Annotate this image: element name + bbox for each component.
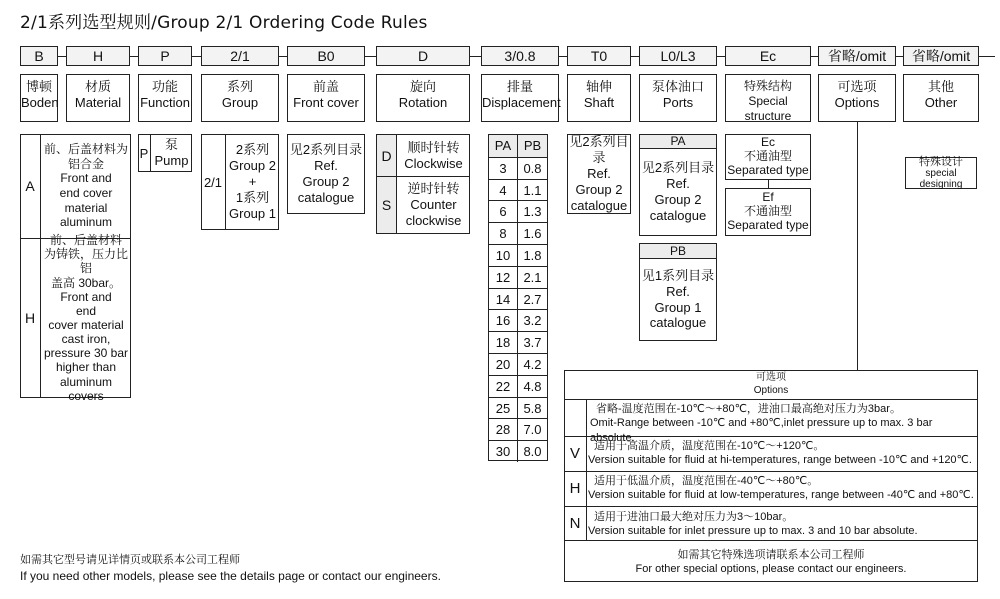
label-group: 系列 Group (201, 74, 279, 122)
rotation-tag-s: S (377, 177, 396, 233)
displacement-pa-value: 25 (489, 398, 518, 419)
code-ports: L0/L3 (639, 46, 717, 66)
material-tag-a: A (25, 178, 35, 194)
displacement-header-pb: PB (518, 135, 547, 157)
displacement-pb-value: 3.2 (523, 313, 542, 329)
special-ec-desc: Ec 不通油型 Separated type (727, 135, 809, 177)
page-title: 2/1系列选型规则/Group 2/1 Ordering Code Rules (20, 13, 428, 33)
group-desc: 2系列 Group 2 + 1系列 Group 1 (229, 142, 276, 221)
displacement-header-row (489, 135, 547, 157)
label-rotation: 旋向 Rotation (376, 74, 470, 122)
function-tag: P (139, 145, 149, 161)
label-shaft: 轴伸 Shaft (567, 74, 631, 122)
code-group: 2/1 (201, 46, 279, 66)
code-rotation: D (376, 46, 470, 66)
code-front-cover: B0 (287, 46, 365, 66)
displacement-row (489, 309, 547, 331)
displacement-pa-value: 4 (489, 180, 518, 201)
displacement-pa-value: 6 (489, 201, 518, 222)
ports-pb-desc: 见1系列目录 Ref. Group 1 catalogue (641, 267, 715, 331)
label-ports: 泵体油口 Ports (639, 74, 717, 122)
code-material: H (66, 46, 130, 66)
function-desc: 泵 Pump (154, 137, 189, 168)
displacement-header-pa: PA (489, 135, 518, 157)
option-tag-omit (564, 399, 586, 436)
front-cover-desc: 见2系列目录 Ref. Group 2 catalogue (287, 134, 365, 214)
other-desc: 特殊设计 special designing (905, 157, 977, 189)
label-displacement: 排量 Displacement (481, 74, 559, 122)
displacement-row (489, 418, 547, 440)
displacement-pa-value: 30 (489, 441, 518, 462)
displacement-row (489, 375, 547, 397)
footer-cn: 如需其它型号请见详情页或联系本公司工程师 (20, 554, 240, 566)
displacement-row (489, 266, 547, 288)
options-connector (857, 122, 858, 370)
options-footnote: 如需其它特殊选项请联系本公司工程师 For other special options, please contact our engineers. (635, 549, 907, 576)
material-tag-h: H (24, 310, 36, 326)
displacement-table (488, 134, 548, 461)
displacement-pb-value: 1.3 (523, 204, 542, 220)
code-shaft: T0 (567, 46, 631, 66)
displacement-pa-value: 10 (489, 245, 518, 266)
ports-tag-pa: PA (640, 135, 716, 148)
displacement-pb-value: 1.8 (523, 248, 542, 263)
displacement-row (489, 397, 547, 419)
displacement-pa-value: 16 (489, 310, 518, 331)
displacement-pb-value: 5.8 (523, 400, 542, 416)
material-h-desc: 前、后盖材料 为铸铁，压力比铝 盖高 30bar。 Front and end cover material cast iron, pressure 30 bar higher than aluminum covers (43, 233, 129, 403)
label-options: 可选项 Options (818, 74, 896, 122)
footer-en: If you need other models, please see the details page or contact our engineers. (20, 569, 441, 583)
label-material: 材质 Material (66, 74, 130, 122)
rotation-s-desc: 逆时针转 Counter clockwise (405, 181, 462, 228)
code-special: Ec (725, 46, 811, 66)
displacement-pa-value: 3 (489, 158, 518, 179)
displacement-pa-value: 12 (489, 267, 518, 288)
displacement-pa-value: 18 (489, 332, 518, 353)
special-ef-desc: Ef 不通油型 Separated type (727, 190, 809, 232)
displacement-pb-value: 4.2 (523, 357, 542, 372)
displacement-pb-value: 0.8 (523, 160, 542, 176)
displacement-row (489, 440, 547, 462)
ports-tag-pb: PB (640, 244, 716, 258)
label-other: 其他 Other (903, 74, 979, 122)
displacement-row (489, 157, 547, 179)
displacement-pa-value: 28 (489, 419, 518, 440)
displacement-row (489, 244, 547, 266)
displacement-pb-value: 2.1 (523, 269, 542, 285)
displacement-row (489, 222, 547, 244)
label-brand: 博顿 Boden (20, 74, 58, 122)
displacement-pa-value: 14 (489, 289, 518, 310)
displacement-pb-value: 2.7 (523, 291, 542, 307)
label-function: 功能 Function (138, 74, 192, 122)
material-a-desc: 前、后盖材料为铝合金 Front and end cover material aluminum (43, 142, 128, 230)
displacement-pa-value: 20 (489, 354, 518, 375)
displacement-pb-value: 4.8 (523, 378, 542, 394)
displacement-row (489, 331, 547, 353)
option-tag-v: V (569, 445, 580, 462)
ports-pa-desc: 见2系列目录 Ref. Group 2 catalogue (641, 160, 715, 223)
code-other: 省略/omit (903, 46, 979, 66)
label-special: 特殊结构 Special structure (725, 74, 811, 122)
displacement-pb-value: 1.1 (523, 182, 542, 198)
rotation-d-desc: 顺时针转 Clockwise (404, 139, 463, 171)
option-tag-h: H (569, 480, 581, 497)
option-omit: 省略-温度范围在-10℃～+80℃，进油口最高绝对压力为3bar。 Omit-Range between -10℃ and +80℃,inlet pressure up to max. 3 bar absolute. (590, 403, 933, 444)
option-tag-n: N (569, 514, 581, 532)
code-options: 省略/omit (818, 46, 896, 66)
shaft-desc: 见2系列目录 Ref. Group 2 catalogue (567, 134, 631, 214)
displacement-pb-value: 3.7 (523, 335, 542, 351)
code-function: P (138, 46, 192, 66)
displacement-pa-value: 8 (489, 223, 518, 244)
displacement-pa-value: 22 (489, 376, 518, 397)
options-head: 可选项 Options (753, 372, 789, 396)
displacement-row (489, 288, 547, 310)
option-v: 适用于高温介质，温度范围在-10℃～+120℃。 Version suitable for fluid at hi-temperatures, range between -10℃ and +120℃. (588, 440, 972, 467)
group-tag: 2/1 (203, 174, 223, 190)
displacement-row (489, 179, 547, 201)
option-n: 适用于进油口最大绝对压力为3～10bar。 Version suitable for inlet pressure up to max. 3 and 10 bar absolute. (588, 511, 918, 538)
code-brand: B (20, 46, 58, 66)
option-h: 适用于低温介质，温度范围在-40℃～+80℃。 Version suitable for fluid at low-temperatures, range between -40℃ and +80℃. (588, 475, 974, 502)
displacement-pb-value: 7.0 (523, 422, 542, 438)
rotation-tag-d: D (377, 135, 396, 176)
displacement-row (489, 353, 547, 375)
displacement-pb-value: 1.6 (523, 226, 542, 242)
label-front-cover: 前盖 Front cover (287, 74, 365, 122)
displacement-pb-value: 8.0 (523, 444, 542, 460)
code-displacement: 3/0.8 (481, 46, 559, 66)
displacement-row (489, 200, 547, 222)
